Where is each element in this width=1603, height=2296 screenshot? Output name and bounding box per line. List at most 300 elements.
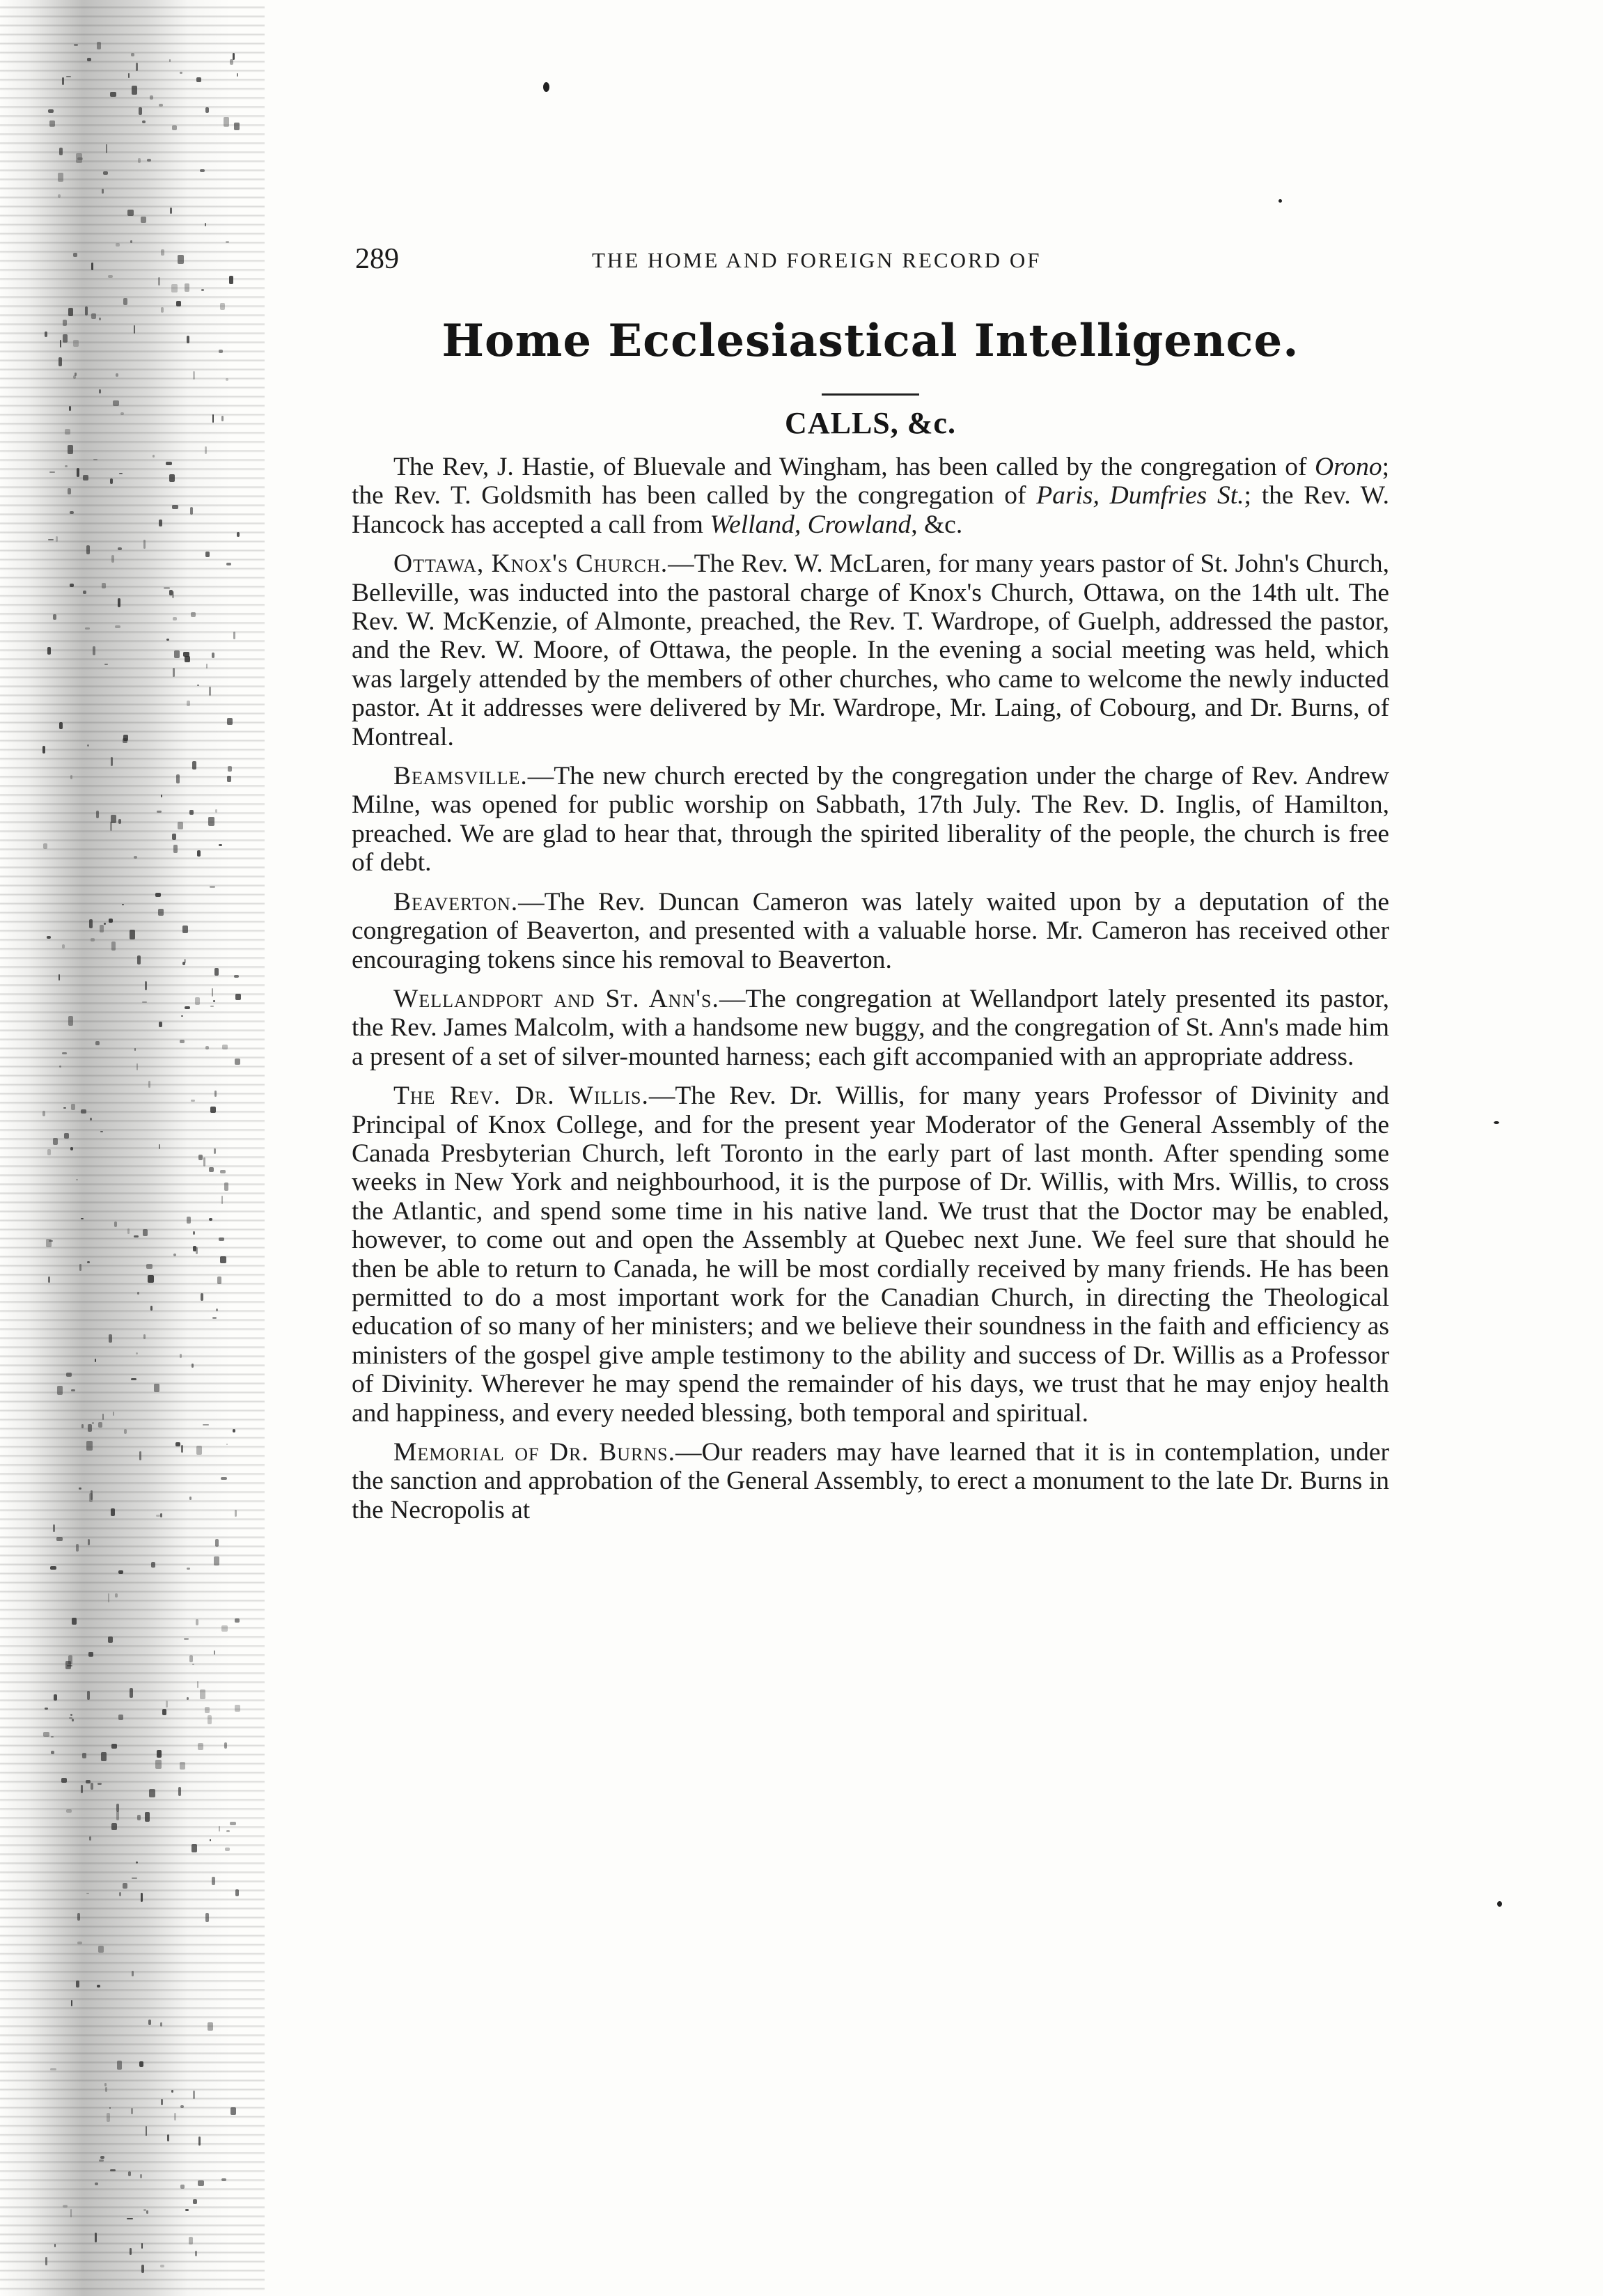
- scan-speck: [146, 1264, 152, 1270]
- scan-speck: [180, 1762, 185, 1769]
- scan-speck: [110, 822, 112, 831]
- article-paragraph: [352, 453, 1389, 539]
- scan-speck: [86, 1893, 88, 1894]
- scan-speck: [184, 1638, 188, 1640]
- scan-speck: [53, 614, 56, 620]
- scan-speck: [153, 455, 154, 458]
- scan-speck: [178, 255, 184, 263]
- scan-speck: [91, 1783, 93, 1789]
- scan-speck: [221, 1196, 223, 1203]
- scan-speck: [50, 1566, 56, 1570]
- scan-speck: [210, 886, 215, 888]
- scan-speck: [171, 2090, 173, 2093]
- scan-speck: [221, 1625, 228, 1632]
- scan-speck: [87, 1691, 90, 1700]
- scan-speck: [145, 1812, 150, 1822]
- scan-speck: [235, 1618, 240, 1623]
- scan-speck: [95, 2182, 98, 2185]
- scan-speck: [215, 809, 218, 813]
- scan-speck: [47, 1149, 51, 1155]
- scan-speck: [221, 1477, 227, 1480]
- scan-speck: [89, 919, 93, 928]
- scan-speck: [49, 471, 55, 474]
- scan-speck: [97, 42, 100, 49]
- scan-speck: [65, 1661, 71, 1669]
- scan-speck: [70, 1147, 73, 1150]
- scan-speck: [86, 1780, 91, 1783]
- scan-speck: [95, 1041, 100, 1045]
- scan-speck: [130, 240, 132, 244]
- scan-speck: [62, 944, 65, 949]
- scan-speck: [128, 73, 130, 78]
- scan-speck: [127, 1228, 130, 1234]
- scan-speck: [205, 552, 210, 557]
- scan-speck: [127, 210, 134, 216]
- scan-speck: [154, 1384, 159, 1392]
- scan-speck: [85, 306, 88, 316]
- scan-speck: [161, 307, 164, 313]
- scan-speck: [77, 1942, 82, 1944]
- scan-speck: [62, 1052, 67, 1054]
- running-head: THE HOME AND FOREIGN RECORD OF: [592, 248, 1042, 272]
- scan-speck: [178, 1787, 180, 1797]
- scan-speck: [235, 1059, 240, 1065]
- scan-speck: [116, 243, 120, 247]
- scan-speck: [176, 301, 181, 306]
- scan-speck: [161, 249, 164, 256]
- scan-speck: [233, 1429, 235, 1432]
- scan-speck: [169, 474, 175, 482]
- scan-speck: [110, 92, 116, 97]
- scan-speck: [198, 2137, 201, 2146]
- scan-speck: [83, 475, 88, 481]
- scan-speck: [229, 276, 233, 285]
- scan-speck: [43, 1732, 49, 1737]
- scan-speck: [119, 473, 123, 475]
- scan-speck: [72, 1719, 74, 1722]
- scan-speck: [69, 406, 71, 411]
- stray-dot-mark: [1494, 1121, 1499, 1124]
- scan-speck: [51, 1751, 54, 1754]
- scan-speck: [87, 744, 89, 747]
- scan-speck: [180, 2185, 185, 2189]
- paragraph-text: ; the Rev. W. Hancock has accepted a call from: [352, 481, 1390, 539]
- scan-speck: [103, 171, 108, 174]
- scan-speck: [224, 1182, 228, 1190]
- scan-speck: [63, 334, 68, 343]
- scan-speck: [170, 208, 171, 214]
- scan-speck: [81, 1424, 84, 1428]
- scan-speck: [230, 2107, 236, 2115]
- scan-speck: [54, 1694, 57, 1701]
- scan-speck: [79, 1487, 81, 1490]
- paragraph-lead-heading: Memorial of Dr. Burns.: [393, 1438, 675, 1467]
- scan-speck: [86, 1441, 92, 1450]
- article-paragraph: [352, 549, 1389, 751]
- scan-speck: [209, 1167, 214, 1172]
- scan-speck: [158, 909, 164, 916]
- scan-speck: [128, 2171, 130, 2176]
- scan-speck: [227, 718, 233, 725]
- scan-speck: [193, 2091, 195, 2099]
- scan-speck: [134, 325, 135, 334]
- scan-speck: [137, 1815, 141, 1820]
- scan-speck: [68, 1016, 73, 1026]
- scan-speck: [141, 217, 146, 223]
- scan-speck: [190, 507, 193, 514]
- scan-speck: [196, 1446, 202, 1455]
- scan-speck: [172, 125, 177, 130]
- scan-speck: [106, 144, 107, 153]
- paragraph-text: —Our readers may have learned that it is in contemplation, under the sanction and approbation of the General Assembly, to erect a monument to the late Dr. Burns in the Necropolis at: [352, 1438, 1390, 1524]
- scan-speck: [53, 1524, 55, 1533]
- scan-speck: [237, 73, 238, 77]
- scan-speck: [88, 1424, 92, 1432]
- paragraph-text: —The congregation at Wellandport lately presented its pastor, the Rev. James Malcolm, with a handsome new buggy, and the congregation of St. Ann's made him a present of a set of silver-mounted harness; each gift accompanied with an appropriate address.: [352, 984, 1390, 1071]
- scan-speck: [42, 1111, 46, 1117]
- scan-speck: [159, 104, 163, 107]
- scan-speck: [226, 378, 228, 381]
- scan-speck: [205, 1046, 209, 1049]
- scan-speck: [138, 158, 141, 164]
- scan-speck: [189, 810, 194, 815]
- scan-speck: [63, 2205, 68, 2208]
- scan-speck: [86, 545, 90, 554]
- scan-speck: [91, 263, 93, 270]
- scan-speck: [56, 536, 58, 542]
- scan-speck: [43, 843, 47, 848]
- scan-speck: [118, 547, 122, 550]
- scan-speck: [206, 664, 208, 668]
- scan-speck: [58, 194, 60, 198]
- scan-speck: [185, 656, 191, 663]
- paragraph-text: —The new church erected by the congregation under the charge of Rev. Andrew Milne, was opened for public worship on Sabbath, 17th July. The Rev. D. Inglis, of Hamilton, preached. We are glad to hear that, through the spirited liberality of the people, the church is free of debt.: [352, 762, 1389, 877]
- page-header: [355, 242, 1386, 284]
- scan-speck: [225, 1848, 230, 1851]
- scan-speck: [111, 757, 113, 766]
- scan-speck: [115, 1593, 118, 1598]
- scan-speck: [54, 2244, 56, 2247]
- scan-speck: [63, 1107, 67, 1109]
- paragraph-text: —The Rev. W. McLaren, for many years pastor of St. John's Church, Belleville, was inducted into the pastoral charge of Knox's Church, Ottawa, on the 14th ult. The Rev. W. McKenzie, of Almonte, preached, the Rev. T. Wardrope, of Guelph, addressed the pastor, and the Rev. W. Moore, of Ottawa, the people. In the evening a social meeting was held, which was largely attended by the members of other churches, who came to welcome the newly inducted pastor. At it addresses were delivered by Mr. Wardrope, Mr. Laing, of Cobourg, and Dr. Burns, of Montreal.: [352, 549, 1389, 751]
- scan-speck: [66, 76, 72, 77]
- binding-edge-noise: [0, 0, 265, 2296]
- scan-speck: [74, 44, 78, 46]
- scan-speck: [68, 445, 73, 454]
- scan-speck: [71, 2000, 73, 2006]
- paragraph-lead-heading: Ottawa, Knox's Church.: [393, 549, 668, 579]
- scan-speck: [117, 2061, 122, 2069]
- scan-speck: [227, 776, 232, 782]
- scan-speck: [233, 632, 235, 639]
- scan-speck: [111, 1744, 117, 1749]
- scan-speck: [137, 955, 141, 965]
- scan-speck: [89, 1493, 93, 1502]
- scan-speck: [97, 1783, 102, 1785]
- scan-speck: [56, 1537, 63, 1541]
- scan-speck: [187, 1217, 191, 1223]
- scan-speck: [197, 1681, 198, 1688]
- scan-speck: [95, 2233, 97, 2242]
- scan-speck: [235, 1705, 240, 1712]
- scan-speck: [123, 1883, 127, 1889]
- scan-speck: [104, 923, 106, 924]
- scan-speck: [149, 1789, 155, 1798]
- scan-speck: [70, 2209, 72, 2217]
- scan-speck: [109, 2107, 111, 2109]
- scan-speck: [107, 2113, 110, 2122]
- scan-speck: [132, 1971, 134, 1976]
- stray-dot-mark: [1497, 1901, 1502, 1907]
- scan-speck: [101, 1752, 107, 1761]
- scan-speck: [70, 511, 73, 514]
- scan-speck: [132, 86, 137, 95]
- scan-speck: [161, 795, 162, 797]
- scan-speck: [221, 2178, 226, 2181]
- scan-speck: [114, 1221, 117, 1227]
- scan-speck: [91, 313, 96, 320]
- scan-speck: [91, 938, 95, 942]
- scan-speck: [197, 850, 201, 857]
- scan-speck: [97, 1985, 101, 1987]
- scan-speck: [142, 120, 146, 123]
- scan-speck: [59, 148, 63, 155]
- scan-speck: [157, 811, 161, 813]
- scan-speck: [193, 2199, 197, 2205]
- paragraph-text: ; the Rev. T. Goldsmith has been called by the congregation of: [352, 453, 1389, 510]
- scan-speck: [148, 1275, 154, 1283]
- scan-speck: [198, 2180, 203, 2187]
- scan-speck: [85, 627, 90, 630]
- scan-speck: [156, 1515, 159, 1517]
- scan-speck: [172, 591, 174, 599]
- scan-speck: [83, 591, 86, 595]
- scan-speck: [195, 997, 200, 1005]
- scan-speck: [205, 107, 209, 113]
- scan-speck: [160, 1513, 162, 1517]
- scan-speck: [212, 1877, 215, 1884]
- scan-speck: [123, 298, 127, 305]
- scan-speck: [148, 1081, 150, 1088]
- scan-speck: [72, 1618, 77, 1625]
- scan-speck: [180, 1354, 181, 1357]
- scan-speck: [109, 919, 113, 923]
- paragraph-text: , &c.: [911, 510, 963, 539]
- scan-speck: [51, 1736, 54, 1737]
- paragraph-text: —The Rev. Duncan Cameron was lately waited upon by a deputation of the congregation of Beaverton, and presented with a valuable horse. Mr. Cameron has received other encouraging tokens since his removal to Beaverton.: [352, 887, 1389, 974]
- scan-speck: [226, 1830, 230, 1832]
- scan-speck: [193, 371, 195, 379]
- scan-speck: [141, 1893, 143, 1902]
- scan-speck: [62, 77, 64, 85]
- scan-speck: [185, 2209, 189, 2211]
- scan-speck: [214, 1091, 217, 1097]
- scan-speck: [146, 2210, 148, 2215]
- scan-speck: [226, 241, 228, 243]
- scan-speck: [118, 1570, 123, 1574]
- italic-place-name: Welland, Crowland: [710, 510, 912, 539]
- scan-speck: [191, 1100, 195, 1102]
- scan-speck: [136, 1063, 138, 1070]
- scan-speck: [228, 766, 231, 772]
- scan-speck: [230, 1822, 236, 1825]
- scan-speck: [70, 1714, 72, 1716]
- scan-speck: [161, 2099, 163, 2105]
- scan-speck: [212, 414, 214, 423]
- scan-speck: [203, 1157, 205, 1166]
- scan-speck: [116, 1811, 119, 1820]
- paragraph-lead-heading: The Rev. Dr. Willis.: [393, 1081, 649, 1111]
- scan-speck: [159, 1022, 162, 1027]
- scan-speck: [98, 1946, 104, 1953]
- scan-speck: [66, 1809, 72, 1813]
- scan-speck: [90, 1118, 91, 1120]
- scan-speck: [105, 2087, 107, 2092]
- scan-speck: [87, 58, 91, 61]
- scan-speck: [134, 856, 137, 858]
- scan-speck: [203, 1424, 208, 1426]
- scan-speck: [219, 1826, 220, 1832]
- scan-speck: [214, 968, 218, 975]
- scan-speck: [100, 2156, 104, 2159]
- scan-speck: [198, 1155, 203, 1160]
- scan-speck: [208, 1715, 212, 1724]
- scan-speck: [82, 1753, 87, 1758]
- page-number: 289: [355, 243, 399, 275]
- scan-speck: [220, 1170, 225, 1174]
- scan-speck: [200, 169, 205, 171]
- scan-speck: [60, 340, 61, 347]
- scan-speck: [100, 1131, 103, 1133]
- scan-speck: [136, 63, 138, 71]
- scan-speck: [143, 540, 146, 548]
- scan-speck: [131, 1378, 137, 1380]
- scan-speck: [155, 893, 161, 896]
- scan-speck: [77, 157, 83, 160]
- scan-speck: [113, 1412, 115, 1416]
- scan-speck: [180, 72, 182, 74]
- scan-speck: [111, 942, 116, 950]
- scan-speck: [73, 253, 77, 257]
- scan-speck: [219, 1237, 224, 1241]
- scan-speck: [219, 844, 222, 846]
- italic-place-name: Paris, Dumfries St.: [1036, 481, 1244, 510]
- scan-speck: [104, 664, 108, 665]
- scan-speck: [50, 2068, 56, 2071]
- scan-speck: [182, 926, 188, 933]
- scan-speck: [166, 462, 172, 465]
- scan-speck: [99, 318, 101, 320]
- scan-speck: [47, 647, 51, 654]
- scan-speck: [180, 1040, 185, 1044]
- scan-speck: [164, 587, 169, 589]
- scan-speck: [209, 1218, 213, 1221]
- scan-speck: [214, 1556, 219, 1565]
- scan-speck: [65, 465, 68, 467]
- scan-speck: [136, 1352, 138, 1354]
- scan-speck: [58, 357, 62, 366]
- scan-speck: [81, 1109, 86, 1114]
- scan-speck: [205, 446, 207, 454]
- section-title: Home Ecclesiastical Intelligence.: [441, 315, 1299, 367]
- scan-speck: [214, 1650, 215, 1655]
- scan-speck: [215, 1539, 219, 1547]
- scan-speck: [70, 584, 74, 587]
- scan-speck: [48, 109, 54, 113]
- scan-speck: [173, 845, 178, 853]
- scan-speck: [139, 1451, 141, 1460]
- scan-speck: [142, 1001, 147, 1003]
- scan-speck: [49, 1240, 53, 1242]
- scan-speck: [108, 1593, 109, 1602]
- paragraph-lead-heading: Beaverton.: [393, 887, 519, 916]
- scan-speck: [118, 819, 121, 824]
- scan-speck: [98, 1422, 102, 1428]
- scan-speck: [173, 1254, 176, 1257]
- scan-speck: [210, 1006, 214, 1007]
- scan-speck: [48, 1276, 50, 1283]
- scan-speck: [111, 815, 117, 823]
- scan-speck: [214, 1148, 215, 1154]
- scan-speck: [224, 1742, 228, 1748]
- scan-speck: [185, 283, 189, 291]
- scan-speck: [134, 1235, 139, 1237]
- scan-speck: [237, 532, 240, 537]
- scan-speck: [47, 936, 51, 939]
- scan-speck: [222, 1045, 228, 1049]
- scan-speck: [220, 303, 225, 310]
- scan-speck: [193, 1231, 195, 1235]
- scan-speck: [157, 1750, 162, 1758]
- scan-speck: [187, 336, 189, 343]
- scan-speck: [173, 617, 176, 620]
- scan-speck: [224, 117, 229, 127]
- scan-speck: [172, 505, 178, 509]
- scan-speck: [73, 375, 76, 379]
- scan-speck: [81, 1218, 84, 1219]
- scan-speck: [137, 1292, 139, 1295]
- scan-speck: [61, 1778, 67, 1783]
- scan-speck: [195, 2251, 197, 2256]
- scan-speck: [169, 59, 171, 62]
- article-paragraph: [352, 1081, 1389, 1428]
- scan-speck: [108, 1637, 112, 1643]
- scan-speck: [235, 1510, 237, 1517]
- scan-speck: [113, 400, 119, 406]
- scan-speck: [187, 701, 189, 706]
- scan-speck: [160, 2022, 162, 2026]
- scan-speck: [189, 2237, 193, 2244]
- paragraph-lead-heading: Wellandport and St. Ann's.: [393, 984, 719, 1013]
- scan-speck: [140, 2174, 142, 2178]
- scan-speck: [42, 746, 45, 754]
- scan-speck: [57, 1386, 63, 1395]
- scan-speck: [134, 1048, 136, 1051]
- scan-speck: [89, 1836, 91, 1841]
- scan-speck: [205, 1707, 210, 1713]
- scan-speck: [64, 1133, 69, 1139]
- scan-speck: [159, 520, 162, 526]
- scan-speck: [127, 2218, 133, 2220]
- scan-speck: [70, 775, 72, 779]
- scan-speck: [68, 488, 71, 494]
- scan-speck: [68, 308, 74, 316]
- scan-speck: [148, 2020, 151, 2024]
- scan-speck: [95, 1359, 96, 1362]
- scan-speck: [99, 389, 101, 393]
- scan-speck: [176, 774, 179, 783]
- scan-speck: [77, 468, 79, 477]
